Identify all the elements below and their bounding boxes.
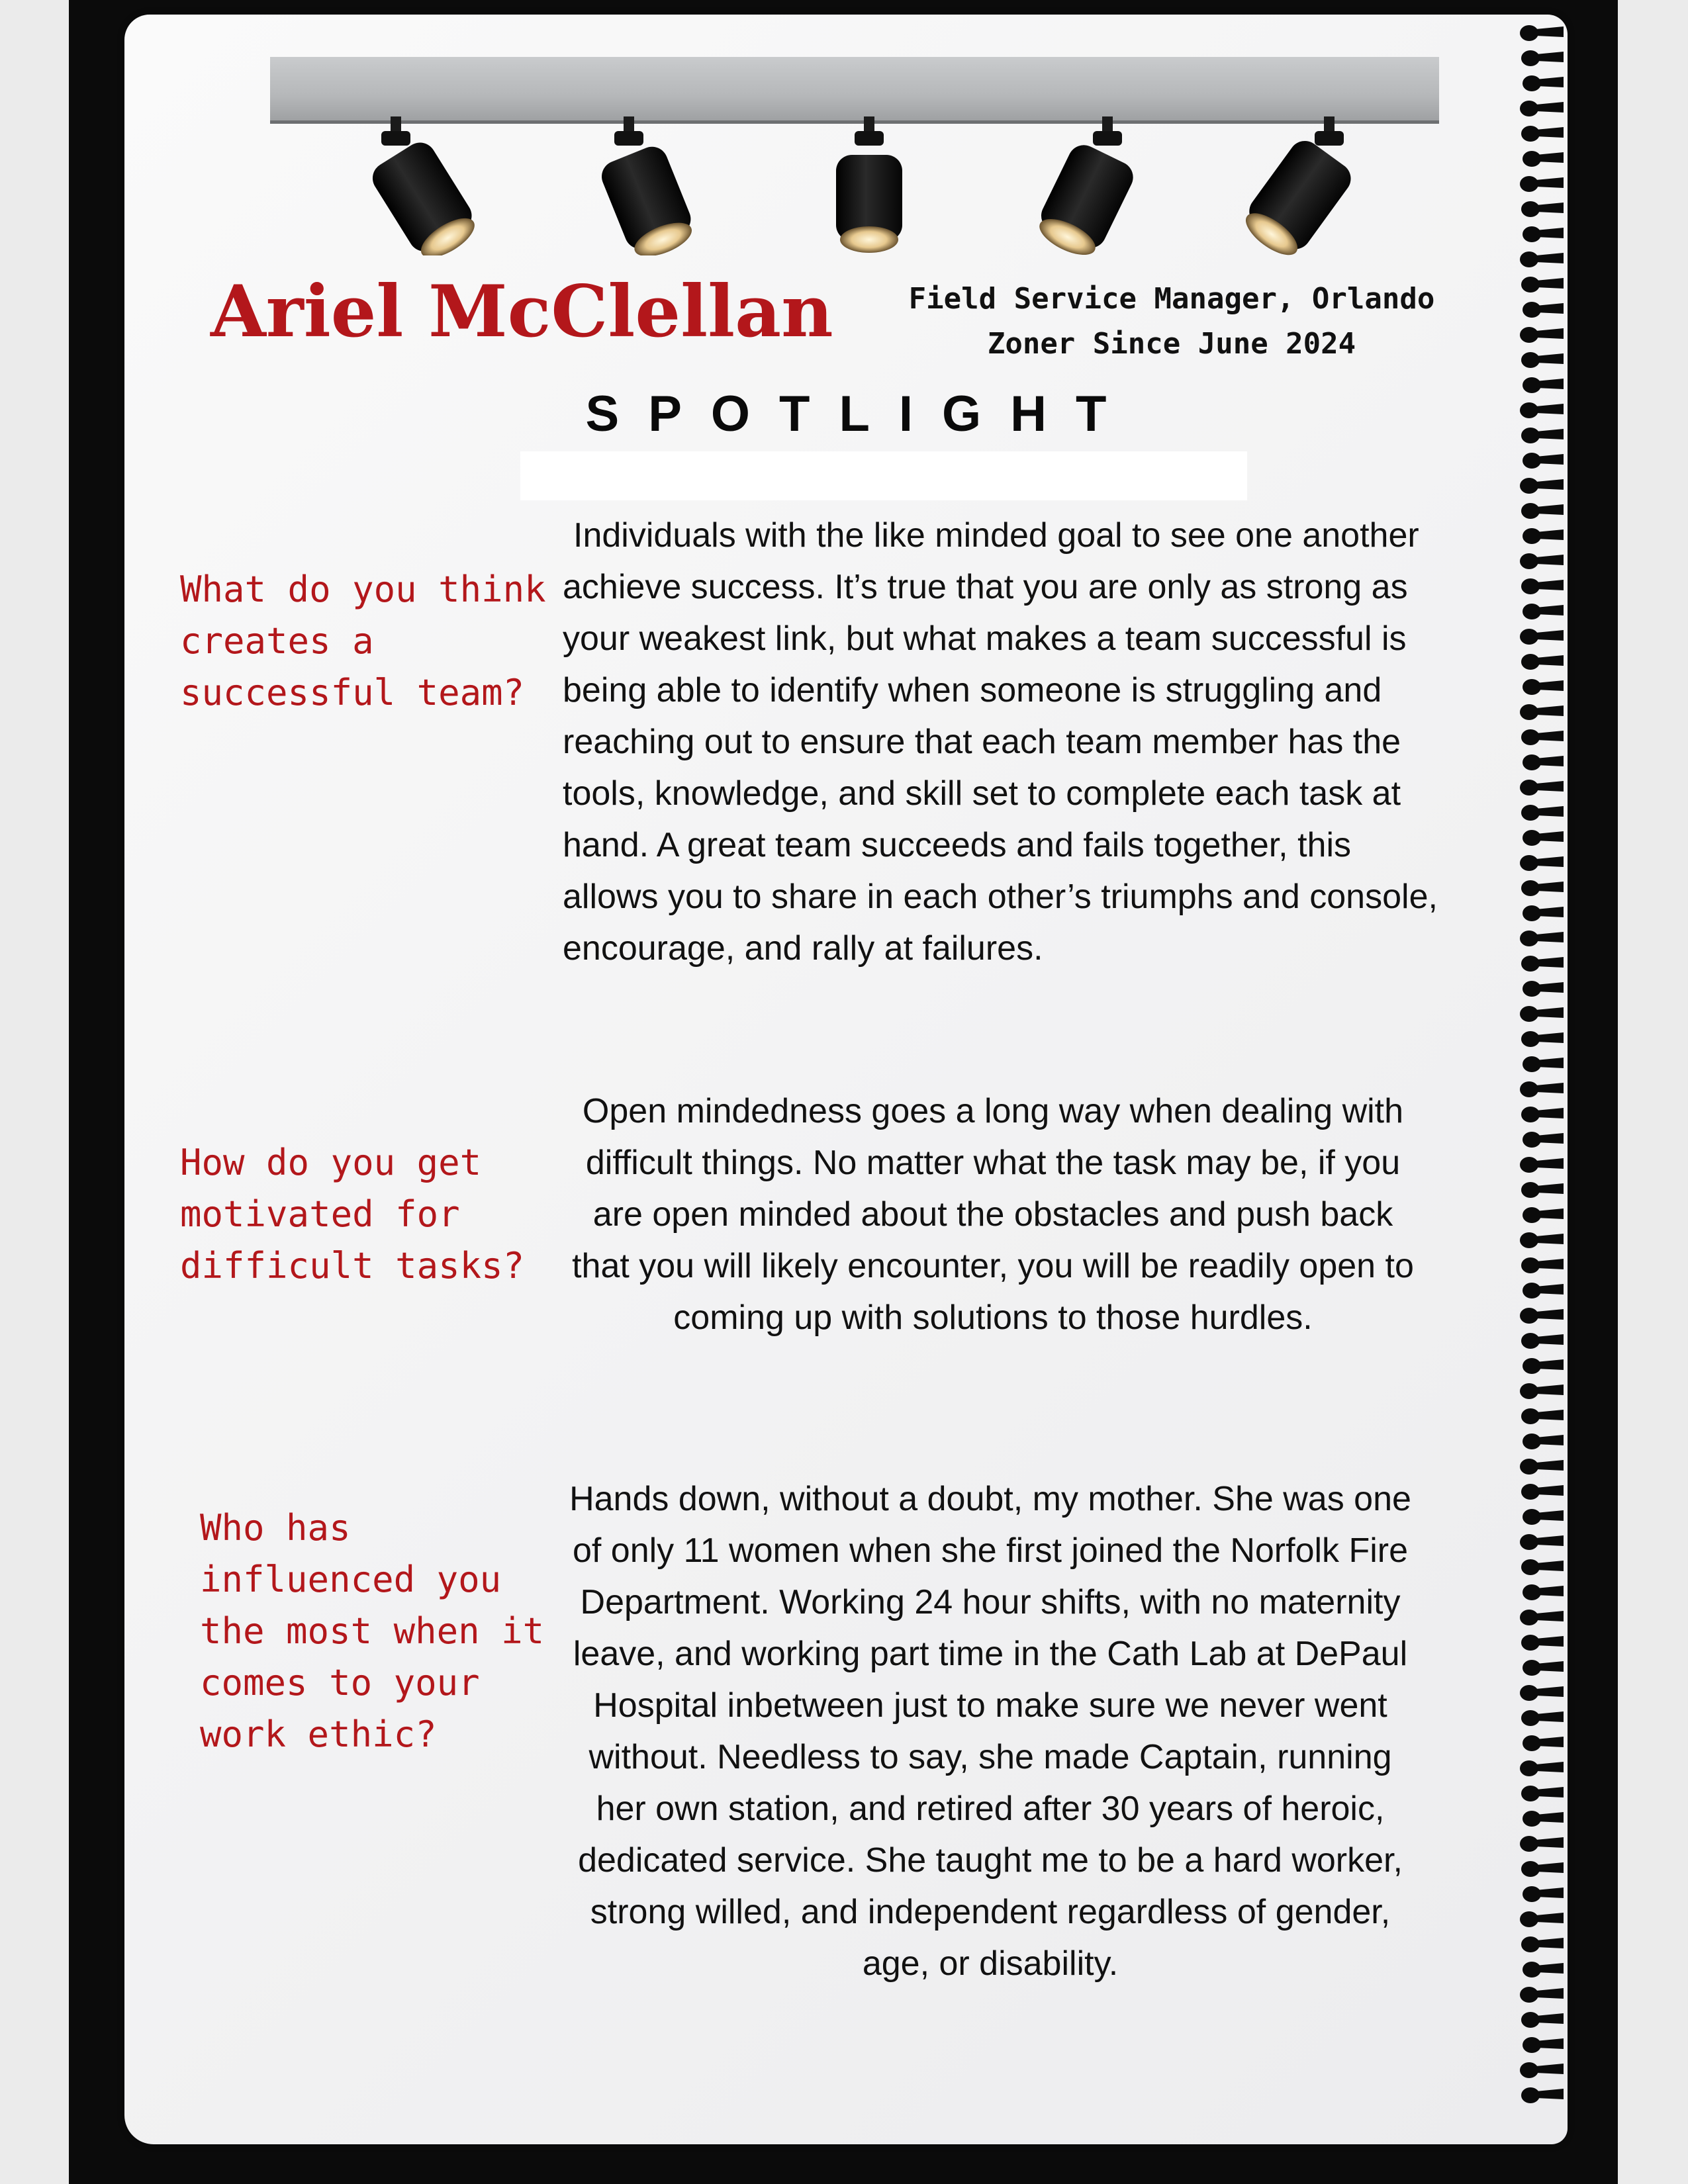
notebook-tear [1536,1837,1564,1848]
notebook-hole-icon [1520,1685,1538,1701]
notebook-hole-icon [1520,1836,1538,1852]
notebook-hole-icon [1520,25,1538,41]
notebook-tear [1536,203,1564,213]
notebook-tear [1536,1410,1564,1420]
notebook-tear [1536,831,1564,842]
notebook-tear [1536,504,1564,515]
notebook-tear [1536,1963,1564,1974]
tenure: Zoner Since June 2024 [987,327,1356,361]
notebook-tear [1536,1435,1564,1445]
notebook-tear [1536,1108,1564,1118]
notebook-tear [1536,52,1564,62]
notebook-tear [1536,1888,1564,1898]
notebook-tear [1536,655,1564,666]
employee-info [887,277,1456,367]
notebook-tear [1536,278,1564,289]
notebook-hole-icon [1520,101,1538,116]
notebook-hole-icon [1520,855,1538,871]
notebook-hole-icon [1520,327,1538,343]
notebook-tear [1536,1812,1564,1823]
spotlight-icon [1031,116,1139,255]
notebook-tear [1536,1686,1564,1697]
notebook-tear [1536,1158,1564,1169]
notebook-tear [1536,303,1564,314]
notebook-tear [1536,1083,1564,1093]
notebook-hole-icon [1520,704,1538,720]
notebook-hole-icon [1520,1081,1538,1097]
notebook-tear [1536,1460,1564,1471]
notebook-tear [1536,731,1564,741]
notebook-tear [1536,1334,1564,1345]
track-rail [270,57,1439,124]
notebook-tear [1536,1661,1564,1672]
answer-1: Individuals with the like minded goal to see one another achieve success. It’s true that you are only as strong as your weakest link, but what makes a team successful is being able to identify when someone is struggling and reaching out to ensure that each team member has the tools, knowledge, and skill set to complete each task at hand. A great team succeeds and fails together, this allows you to share in each other’s triumphs and console, encourage, and rally at failures. [563,516,1438,968]
notebook-hole-icon [1520,780,1538,796]
notebook-hole-icon [1520,402,1538,418]
notebook-hole-icon [1520,1308,1538,1324]
notebook-tear [1536,1510,1564,1521]
notebook-tear [1536,1586,1564,1596]
notebook-hole-icon [1520,2062,1538,2078]
notebook-tear [1536,228,1564,238]
notebook-tear [1536,756,1564,766]
notebook-tear [1536,806,1564,817]
notebook-tear [1536,1133,1564,1144]
notebook-tear [1536,907,1564,917]
notebook-tear [1536,1787,1564,1797]
notebook-tear [1536,1938,1564,1948]
notebook-tear [1536,1711,1564,1722]
notebook-tear [1536,1007,1564,1018]
notebook-tear [1536,429,1564,439]
notebook-tear [1536,26,1564,37]
notebook-tear [1536,1032,1564,1043]
section-title: SPOTLIGHT [585,386,1136,442]
notebook-tear [1536,1535,1564,1546]
notebook-hole-icon [1520,176,1538,192]
question-2: How do you get motivated for difficult tasks? [180,1142,525,1287]
notebook-tear [1536,353,1564,364]
notebook-hole-icon [1520,1006,1538,1022]
notebook-hole-icon [1520,1534,1538,1550]
notebook-tear [1536,680,1564,691]
notebook-tear [1536,529,1564,540]
notebook-hole-icon [1520,1987,1538,2003]
notebook-tear [1536,1988,1564,1999]
question-3: Who has influenced you the most when it comes to your work ethic? [200,1507,545,1755]
notebook-tear [1536,127,1564,138]
answer-3: Hands down, without a doubt, my mother. She was one of only 11 women when she first joined the Norfolk Fire Department. Working 24 hour shifts, with no maternity leave, and working part time in the Cath Lab at DePaul Hospital inbetween just to make sure we never went without. Needless to say, she made Captain, running her own station, and retired after 30 years of heroic, dedicated service. She taught me to be a hard worker, strong willed, and independent regardless of gender, age, or disability. [569,1480,1411,1983]
notebook-tear [1536,1234,1564,1244]
spotlight-icon [367,116,484,255]
notebook-tear [1536,1737,1564,1747]
notebook-tear [1536,2038,1564,2049]
notebook-tear [1536,253,1564,263]
notebook-hole-icon [1520,478,1538,494]
notebook-tear [1536,982,1564,993]
notebook-tear [1536,102,1564,113]
notebook-hole-icon [1520,1760,1538,1776]
notebook-tear [1536,1309,1564,1320]
notebook-tear [1536,404,1564,414]
notebook-tear [1536,2013,1564,2024]
notebook-tear [1536,1762,1564,1772]
notebook-tear [1536,328,1564,339]
notebook-hole-icon [1520,629,1538,645]
notebook-tear [1536,2064,1564,2074]
notebook-tear [1536,856,1564,867]
spotlight-icon [1236,116,1357,255]
spotlight-icon [597,116,700,255]
question-1: What do you think creates a successful team? [180,569,546,713]
notebook-tear [1536,1058,1564,1068]
notebook-tear [1536,1485,1564,1496]
employee-name: Ariel McClellan [211,270,833,353]
notebook-tear [1536,454,1564,465]
notebook-tear [1536,932,1564,942]
notebook-tear [1536,1284,1564,1295]
notebook-hole-icon [1520,1157,1538,1173]
notebook-tear [1536,781,1564,792]
notebook-hole-icon [1520,1383,1538,1399]
notebook-tear [1536,152,1564,163]
notebook-tear [1536,1611,1564,1621]
notebook-hole-icon [1520,931,1538,946]
notebook-tear [1536,2089,1564,2099]
notebook-tear [1536,1862,1564,1873]
notebook-tear [1536,630,1564,641]
notebook-hole-icon [1520,251,1538,267]
spotlight-icon [836,116,902,253]
notebook-holes [1504,20,1564,2131]
notebook-tear [1536,555,1564,565]
notebook-tear [1536,1259,1564,1269]
notebook-tear [1536,1183,1564,1194]
notebook-tear [1536,1913,1564,1923]
notebook-tear [1536,1636,1564,1647]
notebook-tear [1536,957,1564,968]
notebook-tear [1536,1561,1564,1571]
notebook-tear [1536,379,1564,389]
notebook-tear [1536,1359,1564,1370]
white-strip [520,451,1247,500]
notebook-hole-icon [1520,1459,1538,1475]
notebook-tear [1536,1385,1564,1395]
notebook-tear [1536,580,1564,590]
notebook-hole-icon [1520,1610,1538,1625]
notebook-hole-icon [1520,1232,1538,1248]
notebook-hole-icon [1520,1911,1538,1927]
notebook-tear [1536,77,1564,87]
notebook-tear [1536,479,1564,490]
notebook-hole-icon [1520,553,1538,569]
spotlights [270,116,1439,255]
notebook-tear [1536,882,1564,892]
notebook-tear [1536,1208,1564,1219]
job-title: Field Service Manager, Orlando [908,282,1435,316]
answer-2: Open mindedness goes a long way when dealing with difficult things. No matter what the task may be, if you are open minded about the obstacles and push back that you will likely encounter, you will be readily open to coming up with solutions to those hurdles. [572,1092,1414,1337]
notebook-tear [1536,705,1564,716]
notebook-tear [1536,605,1564,615]
notebook-tear [1536,177,1564,188]
